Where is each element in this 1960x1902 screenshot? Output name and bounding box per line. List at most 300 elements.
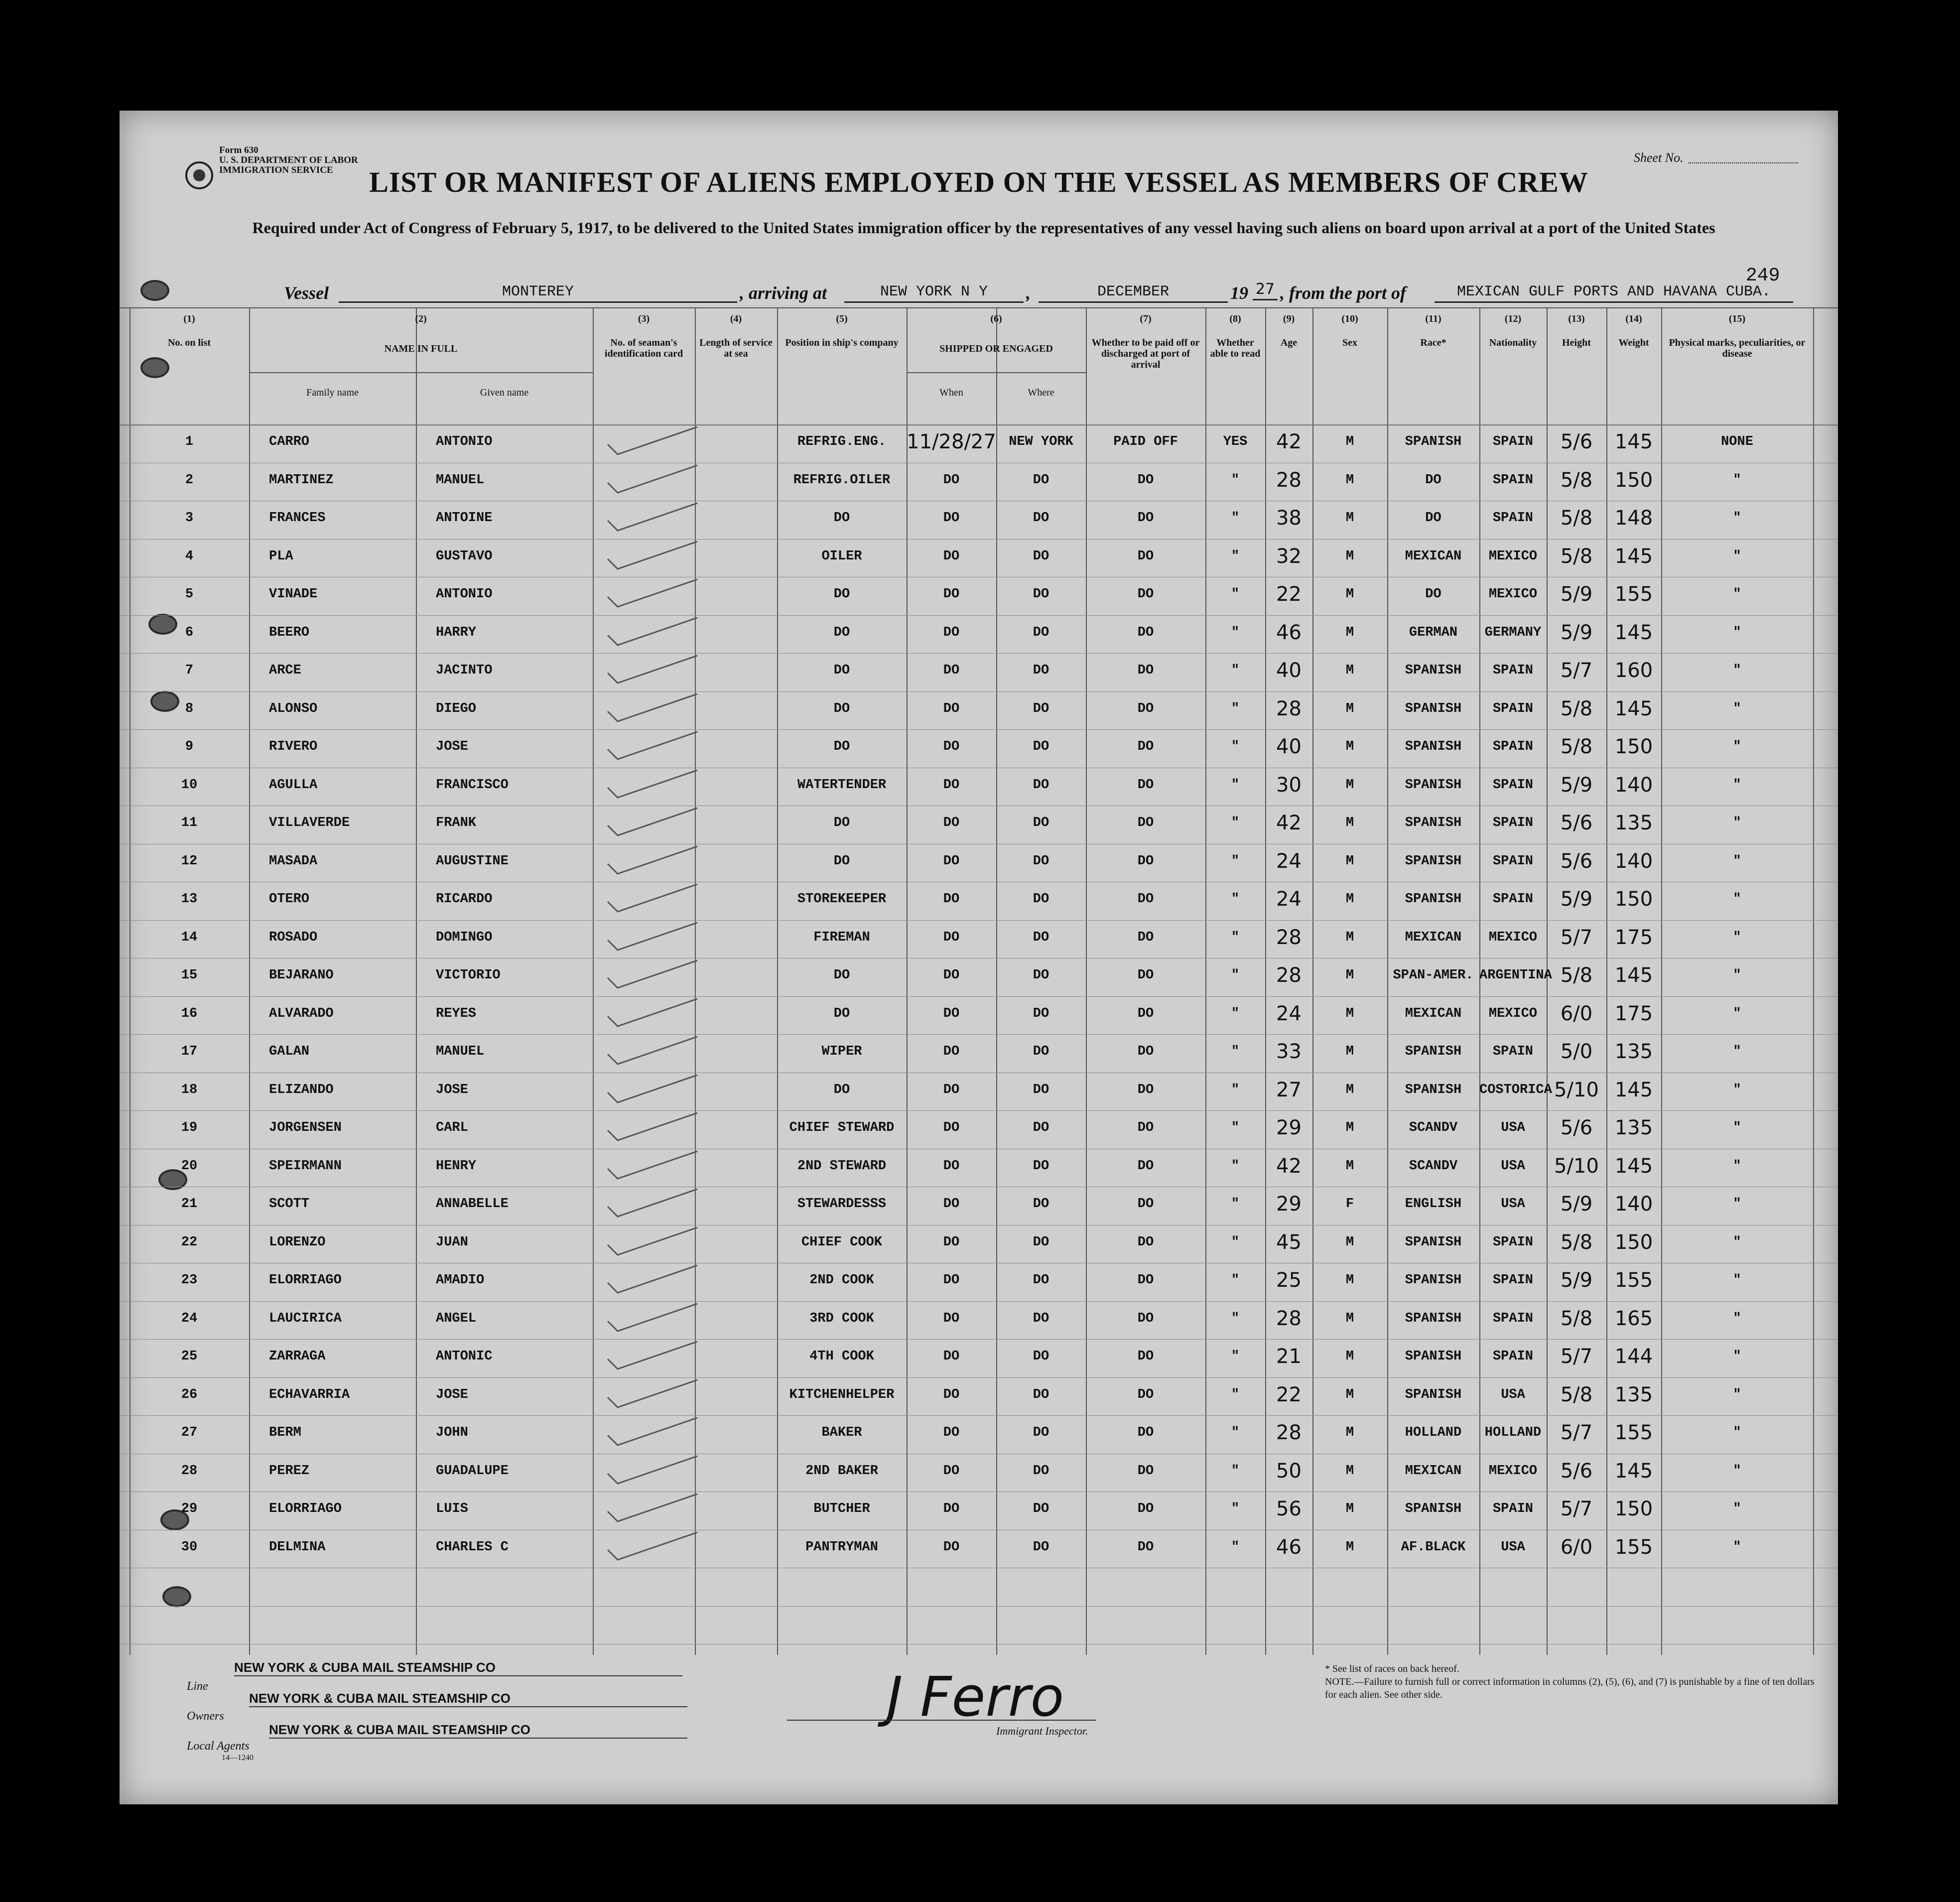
check-mark-icon	[605, 1034, 700, 1069]
cell-position: 2ND STEWARD	[797, 1158, 887, 1174]
check-mark-icon	[605, 996, 700, 1031]
check-mark-icon	[605, 1454, 700, 1489]
line-label: Line	[187, 1680, 208, 1693]
cell-race: SPANISH	[1405, 1082, 1462, 1097]
check-mark-icon	[605, 768, 700, 803]
cell-where: DO	[1033, 1044, 1049, 1059]
column-rule	[1813, 307, 1814, 1655]
cell-no: 4	[185, 548, 194, 564]
cell-family: MARTINEZ	[269, 472, 334, 488]
cell-marks: "	[1733, 930, 1741, 945]
cell-no: 24	[181, 1311, 198, 1326]
cell-sex: M	[1345, 892, 1354, 907]
cell-marks: "	[1733, 701, 1741, 716]
cell-given: JUAN	[436, 1234, 468, 1250]
cell-race: SPANISH	[1405, 892, 1462, 907]
cell-read: YES	[1223, 434, 1248, 449]
cell-no: 23	[181, 1273, 198, 1288]
arriving-port: NEW YORK N Y	[844, 282, 1024, 303]
cell-given: AUGUSTINE	[436, 853, 509, 869]
cell-weight: 155	[1614, 583, 1653, 606]
cell-age: 22	[1276, 583, 1302, 606]
cell-paid: DO	[1137, 739, 1154, 754]
cell-family: SPEIRMANN	[269, 1158, 342, 1174]
check-mark-icon	[605, 615, 700, 650]
cell-read: "	[1231, 1273, 1240, 1288]
cell-sex: M	[1345, 1425, 1354, 1440]
cell-read: "	[1231, 1311, 1240, 1326]
cell-paid: DO	[1137, 625, 1154, 640]
cell-paid: DO	[1137, 1501, 1154, 1516]
cell-given: JACINTO	[436, 663, 493, 678]
cell-sex: M	[1345, 739, 1354, 754]
cell-no: 19	[181, 1120, 198, 1135]
cell-given: HARRY	[436, 625, 477, 640]
cell-marks: "	[1733, 1539, 1741, 1555]
column-subheader-name-1: Given name	[480, 387, 529, 398]
cell-when: DO	[943, 1120, 960, 1135]
cell-when: DO	[943, 548, 960, 564]
row-rule	[120, 1339, 1838, 1340]
cell-age: 56	[1276, 1497, 1302, 1520]
cell-family: ELIZANDO	[269, 1082, 334, 1097]
cell-height: 6/0	[1560, 1002, 1593, 1025]
cell-where: DO	[1033, 625, 1049, 640]
cell-paid: PAID OFF	[1113, 434, 1178, 449]
cell-paid: DO	[1137, 1273, 1154, 1288]
cell-family: LORENZO	[269, 1234, 326, 1250]
cell-marks: "	[1733, 1082, 1741, 1097]
cell-age: 46	[1276, 621, 1302, 644]
cell-when: DO	[943, 777, 960, 793]
cell-position: DO	[833, 587, 850, 602]
cell-given: MANUEL	[436, 1044, 485, 1059]
owners-label: Owners	[187, 1710, 224, 1723]
cell-nationality: SPAIN	[1492, 777, 1533, 793]
cell-weight: 135	[1614, 812, 1653, 834]
cell-age: 38	[1276, 507, 1302, 530]
cell-when: DO	[943, 1311, 960, 1326]
cell-sex: M	[1345, 1311, 1354, 1326]
cell-height: 5/6	[1560, 430, 1593, 453]
column-number-sex: (10)	[1341, 313, 1358, 324]
cell-age: 29	[1276, 1193, 1302, 1216]
check-mark-icon	[605, 1377, 700, 1412]
cell-given: AMADIO	[436, 1273, 485, 1288]
check-mark-icon	[605, 501, 700, 536]
cell-given: FRANCISCO	[436, 777, 509, 793]
form-code: 14—1240	[222, 1754, 254, 1762]
cell-position: DO	[833, 663, 850, 678]
cell-read: "	[1231, 1539, 1240, 1555]
check-mark-icon	[605, 1187, 700, 1222]
cell-when: DO	[943, 968, 960, 983]
column-header-height: Height	[1562, 337, 1591, 348]
cell-family: VILLAVERDE	[269, 815, 350, 830]
cell-paid: DO	[1137, 853, 1154, 869]
cell-height: 5/8	[1560, 1230, 1593, 1254]
cell-given: LUIS	[436, 1501, 468, 1516]
cell-given: CHARLES C	[436, 1539, 509, 1555]
cell-no: 17	[181, 1044, 198, 1059]
cell-family: ZARRAGA	[269, 1349, 326, 1364]
cell-family: RIVERO	[269, 739, 318, 754]
cell-paid: DO	[1137, 1158, 1154, 1174]
cell-height: 5/8	[1560, 544, 1593, 568]
check-mark-icon	[605, 1492, 700, 1526]
cell-no: 18	[181, 1082, 198, 1097]
cell-height: 5/8	[1560, 507, 1593, 530]
cell-nationality: HOLLAND	[1484, 1425, 1542, 1440]
cell-where: DO	[1033, 701, 1049, 716]
line-value: NEW YORK & CUBA MAIL STEAMSHIP CO	[234, 1660, 682, 1676]
column-subheader-name-0: Family name	[306, 387, 359, 398]
cell-marks: "	[1733, 1120, 1741, 1135]
cell-height: 6/0	[1560, 1535, 1593, 1559]
cell-read: "	[1231, 968, 1240, 983]
cell-sex: M	[1345, 815, 1354, 830]
cell-no: 13	[181, 892, 198, 907]
cell-weight: 160	[1614, 659, 1653, 682]
cell-paid: DO	[1137, 472, 1154, 488]
cell-marks: "	[1733, 892, 1741, 907]
cell-where: DO	[1033, 1387, 1049, 1402]
cell-where: NEW YORK	[1009, 434, 1073, 449]
cell-race: SPANISH	[1405, 1311, 1462, 1326]
cell-nationality: USA	[1501, 1120, 1525, 1135]
cell-age: 28	[1276, 1421, 1302, 1444]
cell-race: GERMAN	[1409, 625, 1458, 640]
cell-sex: M	[1345, 1501, 1354, 1516]
cell-race: ENGLISH	[1405, 1197, 1462, 1212]
cell-marks: "	[1733, 663, 1741, 678]
cell-given: REYES	[436, 1006, 477, 1021]
cell-given: JOSE	[436, 1387, 468, 1402]
cell-sex: M	[1345, 853, 1354, 869]
cell-nationality: SPAIN	[1492, 739, 1533, 754]
cell-marks: "	[1733, 1387, 1741, 1402]
cell-paid: DO	[1137, 777, 1154, 793]
row-rule	[120, 1034, 1838, 1035]
cell-when: DO	[943, 892, 960, 907]
cell-sex: M	[1345, 1349, 1354, 1364]
cell-height: 5/7	[1560, 659, 1593, 682]
cell-weight: 150	[1614, 468, 1653, 492]
column-header-length: Length of service at sea	[699, 337, 773, 359]
column-number-card: (3)	[638, 313, 650, 324]
cell-sex: M	[1345, 548, 1354, 564]
cell-nationality: GERMANY	[1484, 625, 1542, 640]
cell-family: ECHAVARRIA	[269, 1387, 350, 1402]
cell-marks: "	[1733, 625, 1741, 640]
cell-height: 5/7	[1560, 926, 1593, 949]
cell-paid: DO	[1137, 1425, 1154, 1440]
cell-sex: M	[1345, 930, 1354, 945]
column-number-race: (11)	[1425, 313, 1441, 324]
cell-marks: "	[1733, 1234, 1741, 1250]
column-header-nationality: Nationality	[1489, 337, 1537, 348]
punch-hole	[140, 280, 169, 301]
cell-position: CHIEF STEWARD	[789, 1120, 895, 1135]
cell-when: DO	[943, 1387, 960, 1402]
cell-read: "	[1231, 511, 1240, 526]
cell-when: DO	[943, 1158, 960, 1174]
cell-age: 24	[1276, 1002, 1302, 1025]
cell-race: SPAN-AMER.	[1393, 968, 1474, 983]
cell-where: DO	[1033, 587, 1049, 602]
cell-nationality: SPAIN	[1492, 434, 1533, 449]
cell-no: 12	[181, 853, 198, 869]
cell-where: DO	[1033, 1120, 1049, 1135]
cell-when: 11/28/27	[907, 430, 996, 453]
cell-given: JOHN	[436, 1425, 468, 1440]
cell-marks: "	[1733, 1311, 1741, 1326]
arrival-month: DECEMBER	[1039, 282, 1228, 303]
cell-no: 2	[185, 472, 194, 488]
cell-given: ANTONIC	[436, 1349, 493, 1364]
cell-marks: "	[1733, 1197, 1741, 1212]
from-label: , from the port of	[1280, 283, 1407, 303]
cell-no: 20	[181, 1158, 198, 1174]
page-subtitle: Required under Act of Congress of February 5, 1917, to be delivered to the United States immigration officer by the representatives of any vessel having such aliens on board upon arrival at a port of the United States	[252, 219, 1715, 237]
cell-marks: "	[1733, 548, 1741, 564]
cell-position: DO	[833, 815, 850, 830]
cell-nationality: SPAIN	[1492, 853, 1533, 869]
cell-read: "	[1231, 1197, 1240, 1212]
row-rule	[120, 615, 1838, 616]
check-mark-icon	[605, 539, 700, 574]
cell-position: DO	[833, 701, 850, 716]
cell-read: "	[1231, 853, 1240, 869]
cell-where: DO	[1033, 1234, 1049, 1250]
cell-given: FRANK	[436, 815, 477, 830]
cell-sex: M	[1345, 472, 1354, 488]
cell-weight: 145	[1614, 1459, 1653, 1483]
cell-no: 28	[181, 1463, 198, 1479]
cell-sex: M	[1345, 1158, 1354, 1174]
cell-given: VICTORIO	[436, 968, 501, 983]
cell-sex: M	[1345, 777, 1354, 793]
cell-nationality: MEXICO	[1488, 1463, 1538, 1479]
cell-paid: DO	[1137, 701, 1154, 716]
cell-no: 3	[185, 511, 194, 526]
cell-sex: M	[1345, 701, 1354, 716]
cell-no: 8	[185, 701, 194, 716]
column-number-weight: (14)	[1625, 313, 1642, 324]
cell-weight: 145	[1614, 621, 1653, 644]
cell-sex: M	[1345, 1082, 1354, 1097]
cell-weight: 155	[1614, 1421, 1653, 1444]
vessel-name: MONTEREY	[339, 282, 737, 303]
signature-line	[787, 1720, 1096, 1721]
cell-height: 5/10	[1554, 1078, 1599, 1101]
cell-sex: M	[1345, 1044, 1354, 1059]
cell-height: 5/8	[1560, 697, 1593, 720]
cell-race: SCANDV	[1409, 1120, 1458, 1135]
cell-where: DO	[1033, 1273, 1049, 1288]
row-rule	[120, 920, 1838, 921]
cell-marks: "	[1733, 1273, 1741, 1288]
cell-race: MEXICAN	[1405, 1463, 1462, 1479]
cell-paid: DO	[1137, 1463, 1154, 1479]
cell-race: SPANISH	[1405, 777, 1462, 793]
cell-weight: 145	[1614, 964, 1653, 987]
cell-age: 30	[1276, 773, 1302, 797]
cell-age: 28	[1276, 468, 1302, 492]
cell-age: 40	[1276, 659, 1302, 682]
cell-read: "	[1231, 1349, 1240, 1364]
cell-age: 42	[1276, 430, 1302, 453]
cell-weight: 150	[1614, 888, 1653, 911]
subheader-rule	[249, 372, 593, 373]
cell-position: 3RD COOK	[809, 1311, 874, 1326]
cell-nationality: SPAIN	[1492, 892, 1533, 907]
cell-marks: NONE	[1721, 434, 1753, 449]
cell-nationality: MEXICO	[1488, 548, 1538, 564]
cell-family: BERM	[269, 1425, 301, 1440]
cell-marks: "	[1733, 968, 1741, 983]
check-mark-icon	[605, 1301, 700, 1336]
check-mark-icon	[605, 1110, 700, 1145]
cell-when: DO	[943, 1501, 960, 1516]
row-rule	[120, 729, 1838, 730]
check-mark-icon	[605, 920, 700, 955]
cell-paid: DO	[1137, 1234, 1154, 1250]
cell-paid: DO	[1137, 587, 1154, 602]
cell-when: DO	[943, 853, 960, 869]
check-mark-icon	[605, 691, 700, 726]
cell-where: DO	[1033, 1349, 1049, 1364]
row-rule	[120, 1415, 1838, 1416]
cell-weight: 175	[1614, 926, 1653, 949]
cell-no: 27	[181, 1425, 198, 1440]
cell-weight: 145	[1614, 1078, 1653, 1101]
cell-where: DO	[1033, 815, 1049, 830]
cell-nationality: SPAIN	[1492, 511, 1533, 526]
cell-given: GUADALUPE	[436, 1463, 509, 1479]
cell-race: DO	[1425, 472, 1441, 488]
cell-age: 46	[1276, 1535, 1302, 1559]
cell-family: DELMINA	[269, 1539, 326, 1555]
cell-where: DO	[1033, 472, 1049, 488]
cell-age: 24	[1276, 888, 1302, 911]
page-title: LIST OR MANIFEST OF ALIENS EMPLOYED ON THE VESSEL AS MEMBERS OF CREW	[369, 166, 1588, 198]
cell-read: "	[1231, 1463, 1240, 1479]
cell-family: AGULLA	[269, 777, 318, 793]
owners-value: NEW YORK & CUBA MAIL STEAMSHIP CO	[249, 1691, 687, 1707]
cell-no: 26	[181, 1387, 198, 1402]
cell-family: CARRO	[269, 434, 310, 449]
cell-position: 2ND BAKER	[805, 1463, 878, 1479]
cell-read: "	[1231, 663, 1240, 678]
cell-given: HENRY	[436, 1158, 477, 1174]
check-mark-icon	[605, 1339, 700, 1374]
cell-no: 25	[181, 1349, 198, 1364]
cell-race: MEXICAN	[1405, 930, 1462, 945]
cell-read: "	[1231, 739, 1240, 754]
column-number-read: (8)	[1229, 313, 1241, 324]
agents-value: NEW YORK & CUBA MAIL STEAMSHIP CO	[269, 1722, 687, 1739]
cell-age: 28	[1276, 697, 1302, 720]
column-number-length: (4)	[730, 313, 742, 324]
cell-when: DO	[943, 1006, 960, 1021]
cell-weight: 145	[1614, 697, 1653, 720]
cell-where: DO	[1033, 511, 1049, 526]
cell-race: MEXICAN	[1405, 1006, 1462, 1021]
column-header-marks: Physical marks, peculiarities, or disease	[1669, 337, 1806, 359]
cell-race: SPANISH	[1405, 1501, 1462, 1516]
cell-when: DO	[943, 587, 960, 602]
cell-read: "	[1231, 1082, 1240, 1097]
column-header-race: Race*	[1420, 337, 1446, 348]
note-penalty: NOTE.—Failure to furnish full or correct information in columns (2), (5), (6), and (7) is punishable by a fine of ten dollars for each alien. See other side.	[1325, 1676, 1815, 1700]
cell-paid: DO	[1137, 1539, 1154, 1555]
cell-family: FRANCES	[269, 511, 326, 526]
cell-when: DO	[943, 1425, 960, 1440]
cell-family: LAUCIRICA	[269, 1311, 342, 1326]
cell-marks: "	[1733, 815, 1741, 830]
cell-nationality: SPAIN	[1492, 1311, 1533, 1326]
cell-sex: M	[1345, 663, 1354, 678]
cell-position: CHIEF COOK	[801, 1234, 883, 1250]
cell-marks: "	[1733, 1349, 1741, 1364]
cell-given: ANNABELLE	[436, 1197, 509, 1212]
cell-read: "	[1231, 892, 1240, 907]
cell-race: SPANISH	[1405, 853, 1462, 869]
cell-age: 24	[1276, 849, 1302, 873]
cell-paid: DO	[1137, 1387, 1154, 1402]
row-rule	[120, 1377, 1838, 1378]
cell-race: SPANISH	[1405, 1387, 1462, 1402]
cell-age: 21	[1276, 1345, 1302, 1368]
cell-position: DO	[833, 511, 850, 526]
cell-family: ELORRIAGO	[269, 1501, 342, 1516]
cell-weight: 150	[1614, 1497, 1653, 1520]
row-rule	[120, 539, 1838, 540]
column-number-nationality: (12)	[1504, 313, 1522, 324]
cell-weight: 155	[1614, 1269, 1653, 1292]
cell-where: DO	[1033, 1197, 1049, 1212]
cell-no: 21	[181, 1197, 198, 1212]
cell-nationality: SPAIN	[1492, 1044, 1533, 1059]
cell-sex: M	[1345, 1273, 1354, 1288]
cell-given: DIEGO	[436, 701, 477, 716]
vessel-label: Vessel	[284, 283, 329, 303]
cell-sex: M	[1345, 1120, 1354, 1135]
cell-race: SPANISH	[1405, 663, 1462, 678]
column-number-position: (5)	[836, 313, 848, 324]
check-mark-icon	[605, 1530, 700, 1565]
cell-height: 5/9	[1560, 773, 1593, 797]
cell-nationality: COSTORICA	[1479, 1082, 1552, 1097]
column-rule	[593, 307, 594, 1655]
cell-race: HOLLAND	[1405, 1425, 1462, 1440]
cell-position: BAKER	[821, 1425, 862, 1440]
cell-where: DO	[1033, 853, 1049, 869]
cell-when: DO	[943, 1349, 960, 1364]
cell-age: 25	[1276, 1269, 1302, 1292]
check-mark-icon	[605, 1149, 700, 1184]
cell-family: ALVARADO	[269, 1006, 334, 1021]
cell-family: BEERO	[269, 625, 310, 640]
check-mark-icon	[605, 463, 700, 498]
cell-paid: DO	[1137, 548, 1154, 564]
cell-age: 22	[1276, 1383, 1302, 1406]
cell-height: 5/6	[1560, 1459, 1593, 1483]
cell-marks: "	[1733, 472, 1741, 488]
row-rule	[120, 653, 1838, 654]
cell-nationality: SPAIN	[1492, 815, 1533, 830]
